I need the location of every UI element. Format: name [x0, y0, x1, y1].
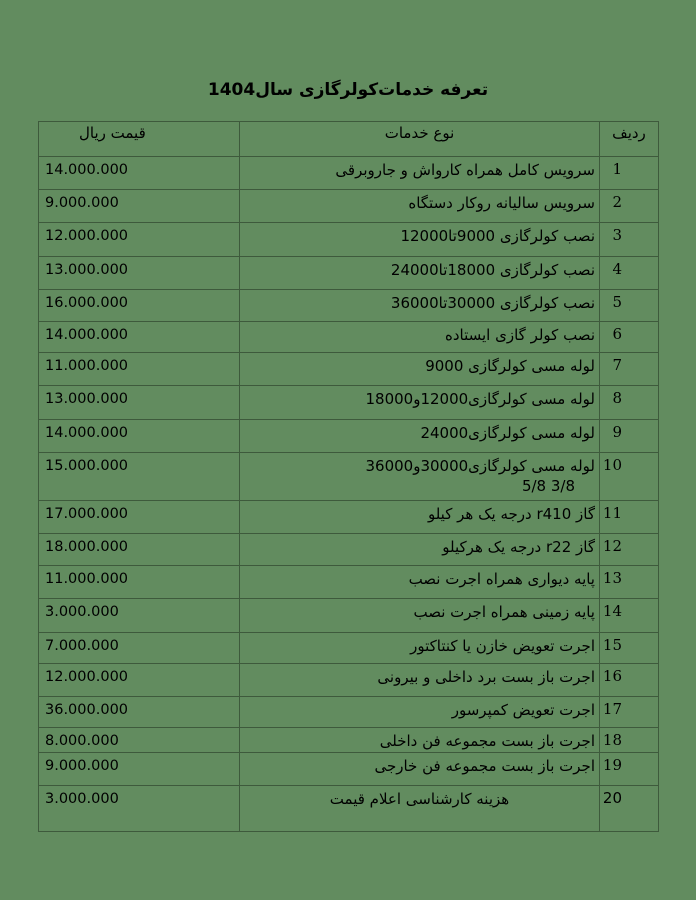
table-row	[39, 190, 659, 223]
table-row	[39, 501, 659, 534]
service-label: نصب کولر گازی ایستاده	[444, 326, 595, 344]
service-label: سرویس سالیانه روکار دستگاه	[408, 194, 595, 212]
price-cell: 36.000.000	[39, 697, 240, 728]
service-label: لوله مسی کولرگازی24000	[420, 424, 595, 442]
price-cell: 14.000.000	[39, 322, 240, 353]
table-row	[39, 534, 659, 566]
row-number-cell: 9	[600, 420, 659, 453]
header-service: نوع خدمات	[240, 122, 600, 157]
service-label: نصب کولرگازی 9000تا12000	[400, 227, 595, 245]
table-row	[39, 257, 659, 290]
price-cell: 12.000.000	[39, 223, 240, 257]
row-number-cell: 17	[600, 697, 659, 728]
table-row	[39, 786, 659, 832]
table-row	[39, 353, 659, 386]
row-number-cell: 11	[600, 501, 659, 534]
row-number-cell: 2	[600, 190, 659, 223]
row-number-cell: 7	[600, 353, 659, 386]
service-cell	[240, 223, 600, 257]
row-number-cell: 12	[600, 534, 659, 566]
table-row	[39, 728, 659, 753]
price-cell: 3.000.000	[39, 786, 240, 832]
price-cell: 9.000.000	[39, 753, 240, 786]
service-cell	[240, 420, 600, 453]
price-cell: 15.000.000	[39, 453, 240, 501]
row-number-cell: 19	[600, 753, 659, 786]
price-cell: 14.000.000	[39, 420, 240, 453]
header-row-number: ردیف	[600, 122, 659, 157]
price-cell: 13.000.000	[39, 257, 240, 290]
service-label: گاز r22 درجه یک هرکیلو	[442, 538, 595, 556]
price-cell: 16.000.000	[39, 290, 240, 322]
table-row	[39, 664, 659, 697]
service-label: لوله مسی کولرگازی30000و36000	[365, 457, 595, 475]
service-label: سرویس کامل همراه کارواش و جاروبرقی	[335, 161, 595, 179]
service-cell	[240, 753, 600, 786]
service-label: پایه زمینی همراه اجرت نصب	[413, 603, 595, 621]
service-cell	[240, 599, 600, 633]
table-row	[39, 697, 659, 728]
service-cell	[240, 190, 600, 223]
service-cell	[240, 353, 600, 386]
price-cell: 13.000.000	[39, 386, 240, 420]
row-number-cell: 4	[600, 257, 659, 290]
header-price: قیمت ریال	[39, 122, 240, 157]
page-title: تعرفه خدمات‌کولرگازی سال1404	[207, 80, 489, 100]
service-cell	[240, 697, 600, 728]
table-row	[39, 223, 659, 257]
service-label: نصب کولرگازی 18000تا24000	[390, 261, 595, 279]
row-number-cell: 14	[600, 599, 659, 633]
service-label: گاز r410 درجه یک هر کیلو	[427, 505, 595, 523]
price-cell: 14.000.000	[39, 157, 240, 190]
row-number-cell: 5	[600, 290, 659, 322]
row-number-cell: 18	[600, 728, 659, 753]
service-label: لوله مسی کولرگازی 9000	[425, 357, 595, 375]
row-number-cell: 10	[600, 453, 659, 501]
row-number-cell: 15	[600, 633, 659, 664]
service-label: پایه دیواری همراه اجرت نصب	[408, 570, 595, 588]
row-number-cell: 20	[600, 786, 659, 832]
table-row	[39, 633, 659, 664]
row-number-cell: 3	[600, 223, 659, 257]
service-cell	[240, 633, 600, 664]
service-label: اجرت باز بست مجموعه فن داخلی	[379, 732, 595, 750]
table-row	[39, 157, 659, 190]
price-cell: 11.000.000	[39, 566, 240, 599]
table-row	[39, 599, 659, 633]
price-cell: 12.000.000	[39, 664, 240, 697]
table-row	[39, 420, 659, 453]
service-cell	[240, 290, 600, 322]
tariff-table	[38, 121, 659, 832]
row-number-cell: 8	[600, 386, 659, 420]
table-row	[39, 453, 659, 501]
table-row	[39, 566, 659, 599]
service-cell	[240, 453, 600, 501]
price-cell: 11.000.000	[39, 353, 240, 386]
price-cell: 17.000.000	[39, 501, 240, 534]
table-row	[39, 322, 659, 353]
row-number-cell: 13	[600, 566, 659, 599]
row-number-cell: 6	[600, 322, 659, 353]
service-cell	[240, 157, 600, 190]
service-cell	[240, 501, 600, 534]
row-number-cell: 16	[600, 664, 659, 697]
service-label: اجرت تعویض کمپرسور	[451, 701, 595, 719]
table-header-row	[39, 122, 659, 157]
service-cell	[240, 534, 600, 566]
service-label: لوله مسی کولرگازی12000و18000	[365, 390, 595, 408]
table-row	[39, 753, 659, 786]
price-cell: 3.000.000	[39, 599, 240, 633]
service-cell	[240, 386, 600, 420]
service-label: نصب کولرگازی 30000تا36000	[390, 294, 595, 312]
service-cell	[240, 566, 600, 599]
service-label: اجرت تعویض خازن یا کنتاکتور	[410, 637, 595, 655]
service-label-line2: 3/8 5/8	[521, 477, 575, 495]
service-cell	[240, 728, 600, 753]
service-cell	[240, 786, 600, 832]
service-label: اجرت باز بست برد داخلی و بیرونی	[377, 668, 595, 686]
service-cell	[240, 322, 600, 353]
price-cell: 7.000.000	[39, 633, 240, 664]
service-cell	[240, 257, 600, 290]
price-cell: 9.000.000	[39, 190, 240, 223]
price-cell: 18.000.000	[39, 534, 240, 566]
price-cell: 8.000.000	[39, 728, 240, 753]
service-label: اجرت باز بست مجموعه فن خارجی	[374, 757, 595, 775]
row-number-cell: 1	[600, 157, 659, 190]
table-row	[39, 386, 659, 420]
service-cell	[240, 664, 600, 697]
service-label: هزینه کارشناسی اعلام قیمت	[329, 790, 510, 808]
table-row	[39, 290, 659, 322]
